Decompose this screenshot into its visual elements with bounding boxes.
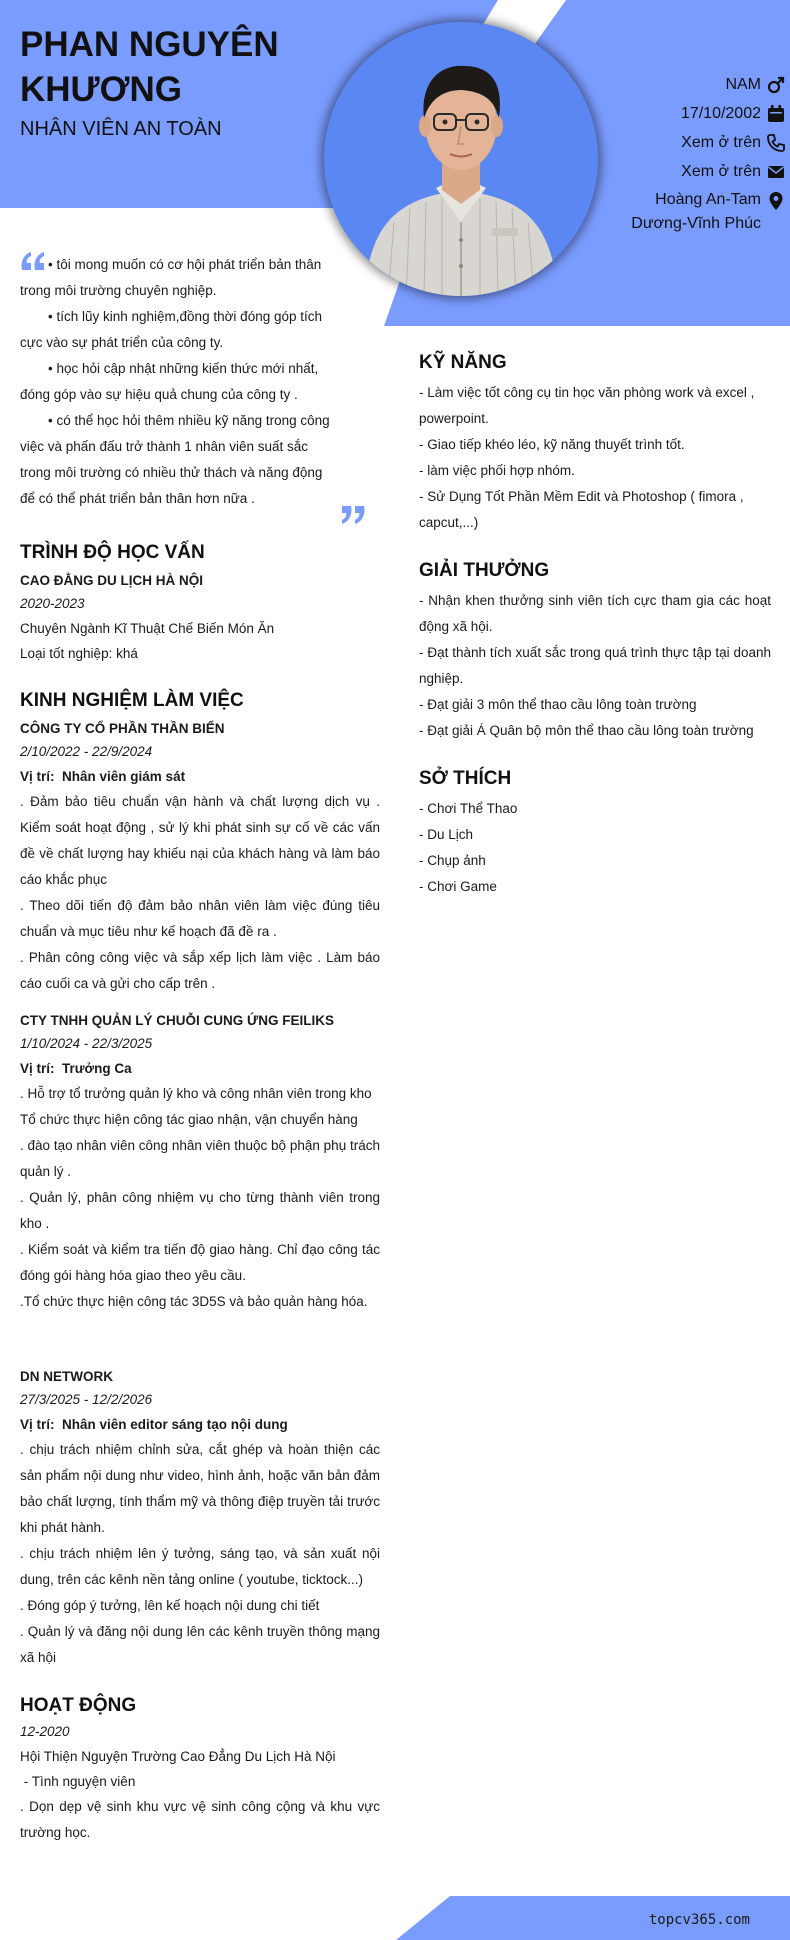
award-item: - Đạt giải 3 môn thể thao cầu lông toàn trường — [419, 697, 697, 712]
skill-item: - Giao tiếp khéo léo, kỹ năng thuyết trình tốt. — [419, 437, 685, 452]
award-item: - Nhận khen thưởng sinh viên tích cực tham gia các hoạt động xã hội. — [419, 593, 771, 634]
quote-close-icon — [340, 504, 366, 526]
map-pin-icon — [766, 191, 786, 211]
job-detail: . chịu trách nhiệm chỉnh sửa, cắt ghép và hoàn thiện các sản phẩm nội dung như video, hình ảnh, hoặc văn bản đảm bảo chất lượng, tính thẩm mỹ và thông điệp truyền tải trước khi phát hành. — [20, 1442, 380, 1535]
job-entry — [20, 719, 380, 997]
position-value: Trưởng Ca — [62, 1061, 132, 1076]
skills-list — [419, 380, 771, 536]
career-objective — [20, 252, 380, 512]
job-entry — [20, 1367, 380, 1671]
job-position — [20, 1056, 380, 1081]
company-name: CTY TNHH QUẢN LÝ CHUỖI CUNG ỨNG FEILIKS — [20, 1013, 334, 1028]
job-detail: . Phân công công việc và sắp xếp lịch làm việc . Làm báo cáo cuối ca và gửi cho cấp trên . — [20, 950, 380, 991]
company-name: CÔNG TY CỔ PHẦN THẦN BIỂN — [20, 721, 225, 736]
job-detail: .Tổ chức thực hiện công tác 3D5S và bảo quản hàng hóa. — [20, 1294, 368, 1309]
objective-line: • tôi mong muốn có cơ hội phát triển bản thân trong môi trường chuyên nghiệp. — [20, 257, 322, 298]
award-item: - Đạt thành tích xuất sắc trong quá trình thực tập tại doanh nghiệp. — [419, 645, 771, 686]
email-text: Xem ở trên — [681, 163, 761, 180]
skill-item: - Làm việc tốt công cụ tin học văn phòng work và excel , powerpoint. — [419, 385, 755, 426]
profile-photo — [324, 22, 598, 296]
position-value: Nhân viên giám sát — [62, 769, 186, 784]
skills-title: KỸ NĂNG — [419, 352, 507, 373]
position-label: Vị trí: — [20, 1061, 55, 1076]
gender-icon — [766, 75, 786, 95]
education-section — [20, 540, 380, 666]
job-detail: Tổ chức thực hiện công tác giao nhận, vận chuyển hàng — [20, 1112, 358, 1127]
candidate-name: PHAN NGUYÊN KHƯƠNG — [20, 25, 279, 109]
calendar-icon — [766, 104, 786, 124]
address-text: Hoàng An-Tam Dương-Vĩnh Phúc — [631, 191, 761, 232]
quote-open-icon — [20, 250, 46, 272]
education-period: 2020-2023 — [20, 596, 85, 611]
left-column — [20, 252, 380, 1846]
experience-title: KINH NGHIỆM LÀM VIỆC — [20, 690, 244, 711]
experience-section — [20, 688, 380, 1671]
job-detail: . Theo dõi tiến độ đảm bảo nhân viên làm việc đúng tiêu chuẩn và mục tiêu như kế hoạch đã đề ra . — [20, 898, 380, 939]
job-period: 1/10/2024 - 22/3/2025 — [20, 1036, 153, 1051]
gender-text: NAM — [725, 76, 761, 93]
hobby-item: - Chơi Thể Thao — [419, 801, 518, 816]
school-name: CAO ĐẲNG DU LỊCH HÀ NỘI — [20, 573, 203, 588]
activity-role: - Tình nguyện viên — [20, 1774, 136, 1789]
hobby-item: - Chơi Game — [419, 879, 497, 894]
skill-item: - làm việc phối hợp nhóm. — [419, 463, 575, 478]
birthday-text: 17/10/2002 — [680, 105, 761, 122]
education-grade: Loại tốt nghiệp: khá — [20, 646, 138, 661]
job-detail: . chịu trách nhiệm lên ý tưởng, sáng tạo, và sản xuất nội dung, trên các kênh nền tảng online ( youtube, ticktock...) — [20, 1546, 380, 1587]
job-position — [20, 764, 380, 789]
right-column — [419, 350, 771, 900]
awards-list — [419, 588, 771, 744]
skill-item: - Sử Dụng Tốt Phần Mềm Edit và Photoshop ( fimora , capcut,...) — [419, 489, 744, 530]
position-value: Nhân viên editor sáng tạo nội dung — [62, 1417, 288, 1432]
job-detail: . Kiểm soát và kiểm tra tiến độ giao hàng. Chỉ đạo công tác đóng gói hàng hóa giao theo yêu cầu. — [20, 1242, 380, 1283]
hobbies-list — [419, 796, 771, 900]
job-detail: . đào tạo nhân viên công nhân viên thuộc bộ phận phụ trách quản lý . — [20, 1138, 380, 1179]
job-period: 2/10/2022 - 22/9/2024 — [20, 744, 153, 759]
job-detail: . Đóng góp ý tưởng, lên kế hoạch nội dung chi tiết — [20, 1598, 320, 1613]
watermark: topcv365.com — [648, 1912, 750, 1928]
awards-title: GIẢI THƯỞNG — [419, 560, 550, 581]
job-entry — [20, 1011, 380, 1315]
award-item: - Đạt giải Á Quân bộ môn thể thao cầu lông toàn trường — [419, 723, 754, 738]
position-label: Vị trí: — [20, 1417, 55, 1432]
education-title: TRÌNH ĐỘ HỌC VẤN — [20, 542, 205, 563]
job-detail: . Quản lý, phân công nhiệm vụ cho từng thành viên trong kho . — [20, 1190, 380, 1231]
activity-detail: . Dọn dẹp vệ sinh khu vực vệ sinh công cộng và khu vực trường học. — [20, 1799, 380, 1840]
job-detail: . Quản lý và đăng nội dung lên các kênh truyền thông mạng xã hội — [20, 1624, 380, 1665]
activity-period: 12-2020 — [20, 1724, 70, 1739]
activities-section — [20, 1693, 380, 1846]
activity-org: Hội Thiện Nguyện Trường Cao Đẳng Du Lịch Hà Nội — [20, 1749, 336, 1764]
job-position — [20, 1412, 380, 1437]
company-name: DN NETWORK — [20, 1369, 113, 1384]
phone-text: Xem ở trên — [681, 134, 761, 151]
hobby-item: - Chụp ảnh — [419, 853, 486, 868]
job-detail: . Hỗ trợ tổ trưởng quản lý kho và công nhân viên trong kho — [20, 1086, 372, 1101]
activities-title: HOẠT ĐỘNG — [20, 1695, 137, 1716]
header — [20, 22, 340, 141]
job-detail: . Đảm bảo tiêu chuẩn vận hành và chất lượng dịch vụ . Kiểm soát hoạt động , sử lý khi phát sinh sự cố về các vấn đề về chất lượng hay khiếu nại của khách hàng và làm báo cáo khắc phục — [20, 794, 380, 887]
job-title: NHÂN VIÊN AN TOÀN — [20, 118, 222, 140]
job-period: 27/3/2025 - 12/2/2026 — [20, 1392, 153, 1407]
objective-line: • học hỏi cập nhật những kiến thức mới nhất, đóng góp vào sự hiệu quả chung của công ty . — [20, 361, 319, 402]
envelope-icon — [766, 162, 786, 182]
hobbies-title: SỞ THÍCH — [419, 768, 512, 789]
hobby-item: - Du Lịch — [419, 827, 474, 842]
position-label: Vị trí: — [20, 769, 55, 784]
objective-line: • tích lũy kinh nghiệm,đồng thời đóng góp tích cực vào sự phát triển của công ty. — [20, 309, 323, 350]
objective-line: • có thể học hỏi thêm nhiều kỹ năng trong công việc và phấn đấu trở thành 1 nhân viên suất sắc trong môi trường có nhiều thử thách và năng động để có thể phát triển bản thân hơn nữa . — [20, 413, 330, 506]
phone-icon — [766, 133, 786, 153]
education-major: Chuyên Ngành Kĩ Thuật Chế Biến Món Ăn — [20, 621, 275, 636]
